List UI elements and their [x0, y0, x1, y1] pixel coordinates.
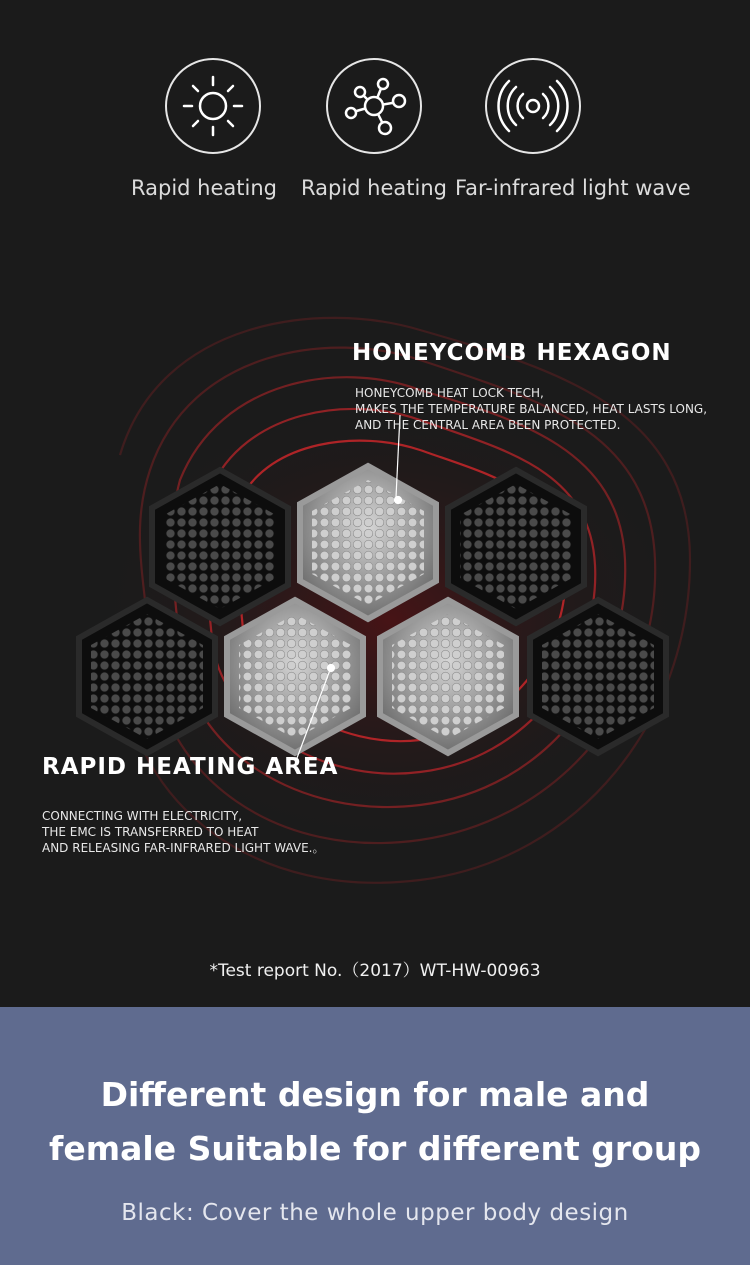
feature-label-3: Far-infrared light wave	[455, 176, 691, 200]
feature-label-1: Rapid heating	[131, 176, 277, 200]
banner-title: Different design for male and female Suitable for different group	[49, 1075, 701, 1168]
test-report-note: *Test report No.（2017）WT-HW-00963	[209, 961, 541, 981]
rapid-area-description: CONNECTING WITH ELECTRICITY, THE EMC IS TRANSFERRED TO HEAT AND RELEASING FAR-INFRARED LIGHT WAVE.。	[42, 809, 325, 855]
rapid-area-title: RAPID HEATING AREA	[42, 754, 339, 780]
banner-subtitle: Black: Cover the whole upper body design	[121, 1200, 629, 1226]
honeycomb-description: HONEYCOMB HEAT LOCK TECH, MAKES THE TEMPERATURE BALANCED, HEAT LASTS LONG, AND THE CENTRAL AREA BEEN PROTECTED.	[355, 386, 708, 432]
feature-label-2: Rapid heating	[301, 176, 447, 200]
honeycomb-title: HONEYCOMB HEXAGON	[352, 340, 672, 366]
